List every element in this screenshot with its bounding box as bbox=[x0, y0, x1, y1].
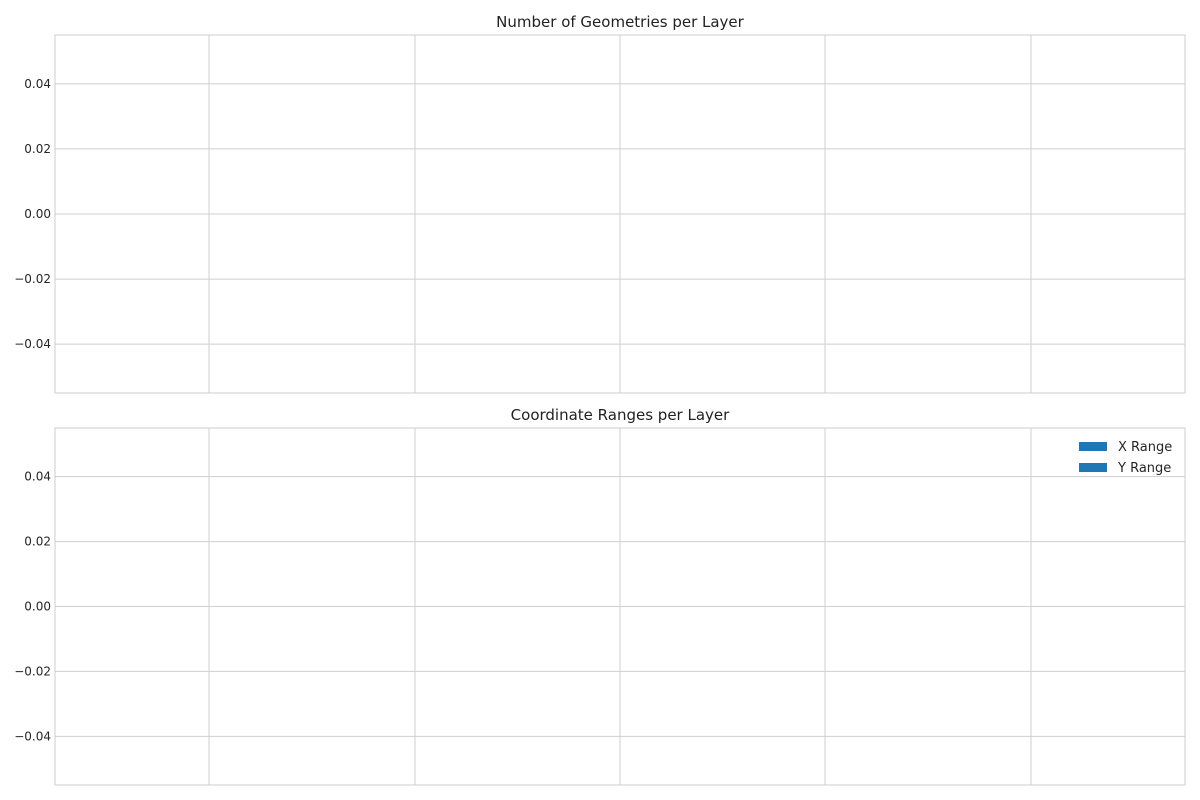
chart-geometries-per-layer bbox=[14, 13, 1185, 393]
grid-1 bbox=[55, 428, 1185, 785]
legend-swatch-x-range bbox=[1079, 442, 1107, 451]
chart-title-geometries: Number of Geometries per Layer bbox=[496, 13, 744, 31]
y-tick-label: 0.00 bbox=[24, 207, 51, 221]
y-tick-label: 0.04 bbox=[24, 76, 51, 91]
y-ticks-0 bbox=[14, 77, 51, 351]
legend-item-y-range bbox=[1079, 461, 1171, 476]
chart-coordinate-ranges bbox=[14, 406, 1185, 785]
y-tick-label: −0.04 bbox=[14, 729, 51, 744]
legend bbox=[1079, 440, 1172, 476]
y-ticks-1 bbox=[14, 470, 51, 744]
chart-title-coordinate-ranges: Coordinate Ranges per Layer bbox=[510, 406, 730, 424]
legend-swatch-y-range bbox=[1079, 463, 1107, 472]
grid-0 bbox=[55, 35, 1185, 393]
y-tick-label: 0.02 bbox=[24, 141, 51, 156]
y-tick-label: −0.02 bbox=[14, 664, 51, 679]
legend-item-x-range bbox=[1079, 440, 1172, 455]
legend-label-x-range: X Range bbox=[1118, 440, 1173, 455]
y-tick-label: 0.00 bbox=[24, 599, 51, 614]
y-tick-label: −0.04 bbox=[14, 337, 51, 352]
legend-label-y-range: Y Range bbox=[1118, 461, 1172, 476]
y-tick-label: 0.04 bbox=[24, 469, 51, 484]
y-tick-label: 0.02 bbox=[24, 534, 51, 549]
y-tick-label: −0.02 bbox=[14, 272, 51, 287]
